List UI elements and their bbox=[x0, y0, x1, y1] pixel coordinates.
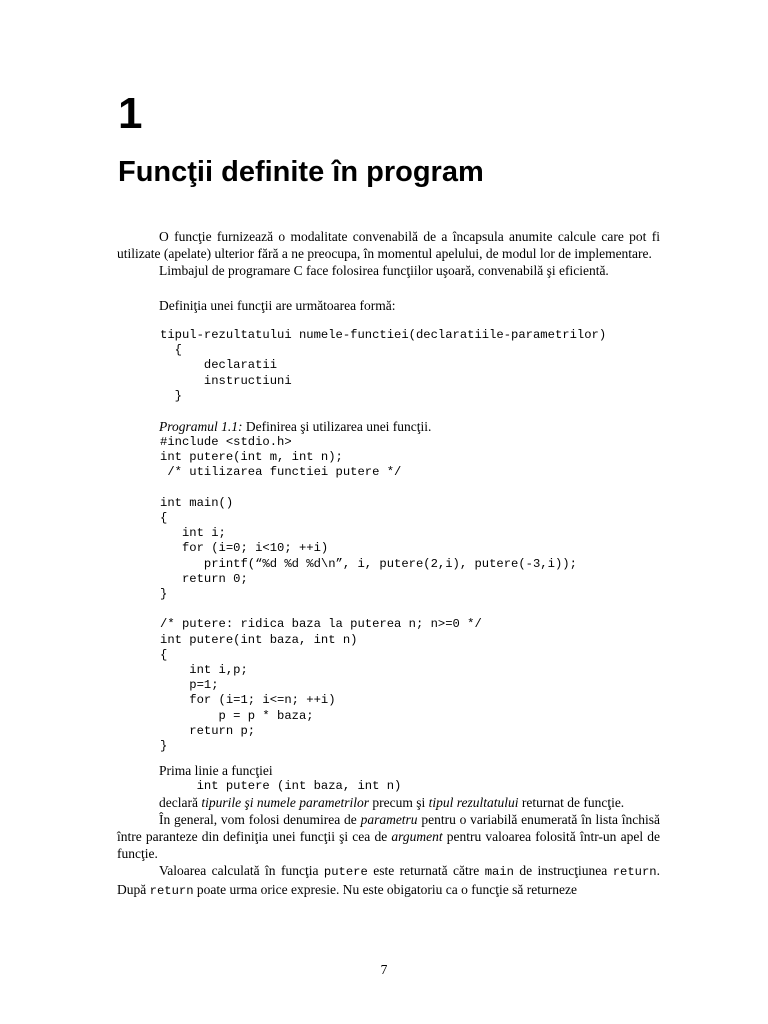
emphasis: tipul rezultatului bbox=[428, 795, 519, 811]
paragraph-return-value bbox=[117, 862, 660, 900]
code-definition-form: tipul-rezultatului numele-functiei(declaratiile-parametrilor) { declaratii instructiuni } bbox=[160, 328, 607, 403]
chapter-title: Funcţii definite în program bbox=[118, 156, 484, 188]
inline-code: return bbox=[612, 865, 657, 880]
paragraph-language: Limbajul de programare C face folosirea funcţiilor uşoară, convenabilă şi eficientă. bbox=[159, 263, 609, 278]
paragraph-general bbox=[117, 811, 660, 862]
text-span: pentru valoarea folosită într-un apel de funcţie. bbox=[117, 829, 660, 862]
paragraph-first-line: Prima linie a funcţiei bbox=[159, 763, 273, 779]
text-span: este returnată către bbox=[367, 863, 485, 879]
emphasis: argument bbox=[391, 829, 443, 845]
text-span: returnat de funcţie. bbox=[518, 795, 625, 811]
paragraph-intro: O funcţie furnizează o modalitate convenabilă de a încapsula anumite calcule care pot fi utilizate (apelate) ulterior fără a ne preocupa, în momentul apelului, de modul lor de implementare. bbox=[117, 229, 660, 261]
page-number: 7 bbox=[380, 962, 388, 977]
text-span: poate urma orice expresie. Nu este obigatoriu ca o funcţie să returneze bbox=[193, 882, 577, 898]
program-caption bbox=[117, 418, 660, 435]
text-span: de instrucţiunea bbox=[513, 863, 613, 879]
text-span: precum şi bbox=[368, 795, 429, 811]
inline-code: main bbox=[484, 865, 514, 880]
program-caption-label: Programul 1.1: bbox=[159, 419, 243, 435]
page-body bbox=[117, 228, 660, 900]
text-span: . După bbox=[117, 863, 660, 898]
text-span: declară bbox=[159, 795, 202, 811]
paragraph-definition-intro: Definiţia unei funcţii are următoarea formă: bbox=[159, 298, 396, 313]
text-span: În general, vom folosi denumirea de bbox=[159, 812, 361, 828]
text-span: Valoarea calculată în funcţia bbox=[159, 863, 324, 879]
emphasis: parametru bbox=[360, 812, 418, 828]
inline-code: return bbox=[149, 884, 194, 899]
code-program: #include <stdio.h> int putere(int m, int n); /* utilizarea functiei putere */ int main() { int i; for (i=0; i<10; ++i) printf(“%d %d %d\n”, i, putere(2,i), putere(-3,i)); return 0; } /* putere: ridica baza la puterea n; n>=0 */ int putere(int baza, int n) { int i,p; p=1; for (i=1; i<=n; ++i) p = p * baza; return p; } bbox=[160, 435, 577, 754]
text-span: pentru o variabilă enumerată în lista închisă între paranteze din definiţia unei funcţii şi cea de bbox=[117, 812, 661, 845]
paragraph-declares bbox=[117, 794, 660, 811]
program-caption-text: Definirea şi utilizarea unei funcţii. bbox=[242, 419, 432, 435]
chapter-number: 1 bbox=[118, 89, 143, 138]
code-first-line: int putere (int baza, int n) bbox=[160, 779, 402, 794]
inline-code: putere bbox=[323, 865, 368, 880]
emphasis: tipurile şi numele parametrilor bbox=[201, 795, 369, 811]
